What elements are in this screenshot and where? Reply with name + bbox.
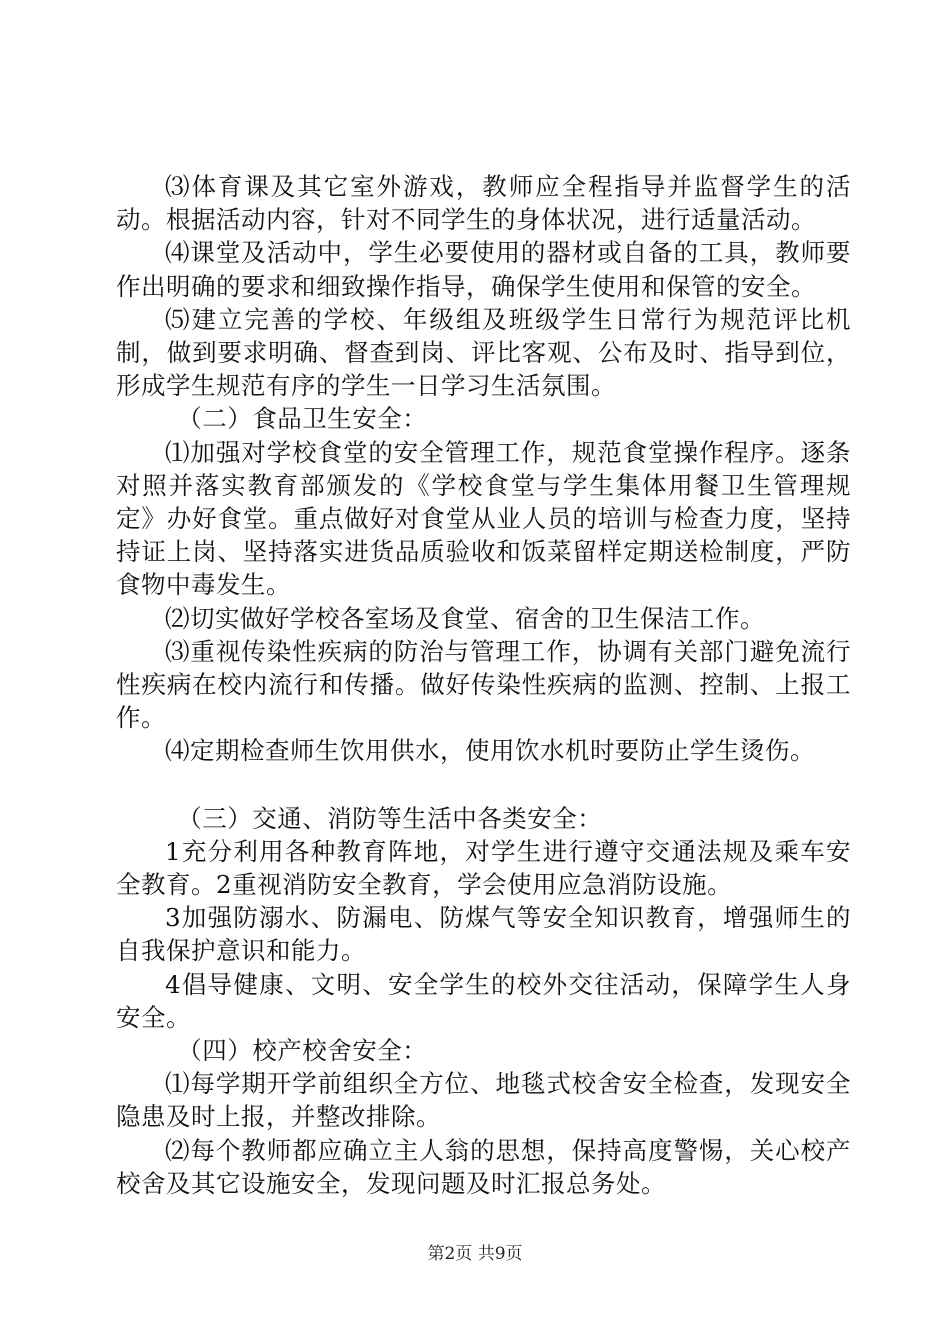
- section-heading-food-hygiene: （二）食品卫生安全：: [177, 404, 428, 434]
- paragraph-equipment-safety: ⑷课堂及活动中，学生必要使用的器材或自备的工具，教师要作出明确的要求和细致操作指导，确保学生使用和保管的安全。: [116, 238, 851, 301]
- paragraph-gap: [116, 768, 851, 802]
- paragraph-off-campus-activity: 4倡导健康、文明、安全学生的校外交往活动，保障学生人身安全。: [116, 969, 851, 1032]
- paragraph-pe-class-safety: ⑶体育课及其它室外游戏，教师应全程指导并监督学生的活动。根据活动内容，针对不同学生的身体状况，进行适量活动。: [116, 172, 851, 235]
- section-heading-school-property: （四）校产校舍安全：: [177, 1036, 428, 1066]
- paragraph-teacher-responsibility: ⑵每个教师都应确立主人翁的思想，保持高度警惕，关心校产校舍及其它设施安全，发现问题及时汇报总务处。: [116, 1135, 851, 1198]
- paragraph-traffic-fire-education: 1充分利用各种教育阵地，对学生进行遵守交通法规及乘车安全教育。2重视消防安全教育，学会使用应急消防设施。: [116, 836, 851, 900]
- paragraph-drinking-water: ⑷定期检查师生饮用供水，使用饮水机时要防止学生烫伤。: [165, 736, 815, 766]
- page-number-footer: 第2页 共9页: [427, 1244, 523, 1264]
- paragraph-drowning-prevention: 3加强防溺水、防漏电、防煤气等安全知识教育，增强师生的自我保护意识和能力。: [116, 903, 851, 966]
- paragraph-cleaning: ⑵切实做好学校各室场及食堂、宿舍的卫生保洁工作。: [165, 603, 765, 633]
- paragraph-building-inspection: ⑴每学期开学前组织全方位、地毯式校舍安全检查，发现安全隐患及时上报，并整改排除。: [116, 1069, 851, 1132]
- paragraph-canteen-management: ⑴加强对学校食堂的安全管理工作，规范食堂操作程序。逐条对照并落实教育部颁发的《学校食堂与学生集体用餐卫生管理规定》办好食堂。重点做好对食堂从业人员的培训与检查力度，坚持持证上岗、坚持落实进货品质验收和饭菜留样定期送检制度，严防食物中毒发生。: [116, 437, 851, 600]
- paragraph-behavior-evaluation: ⑸建立完善的学校、年级组及班级学生日常行为规范评比机制，做到要求明确、督查到岗、评比客观、公布及时、指导到位，形成学生规范有序的学生一日学习生活氛围。: [116, 304, 851, 401]
- section-heading-traffic-fire: （三）交通、消防等生活中各类安全：: [177, 803, 603, 833]
- paragraph-infectious-disease: ⑶重视传染性疾病的防治与管理工作，协调有关部门避免流行性疾病在校内流行和传播。做好传染性疾病的监测、控制、上报工作。: [116, 636, 851, 733]
- document-body: [116, 170, 851, 1200]
